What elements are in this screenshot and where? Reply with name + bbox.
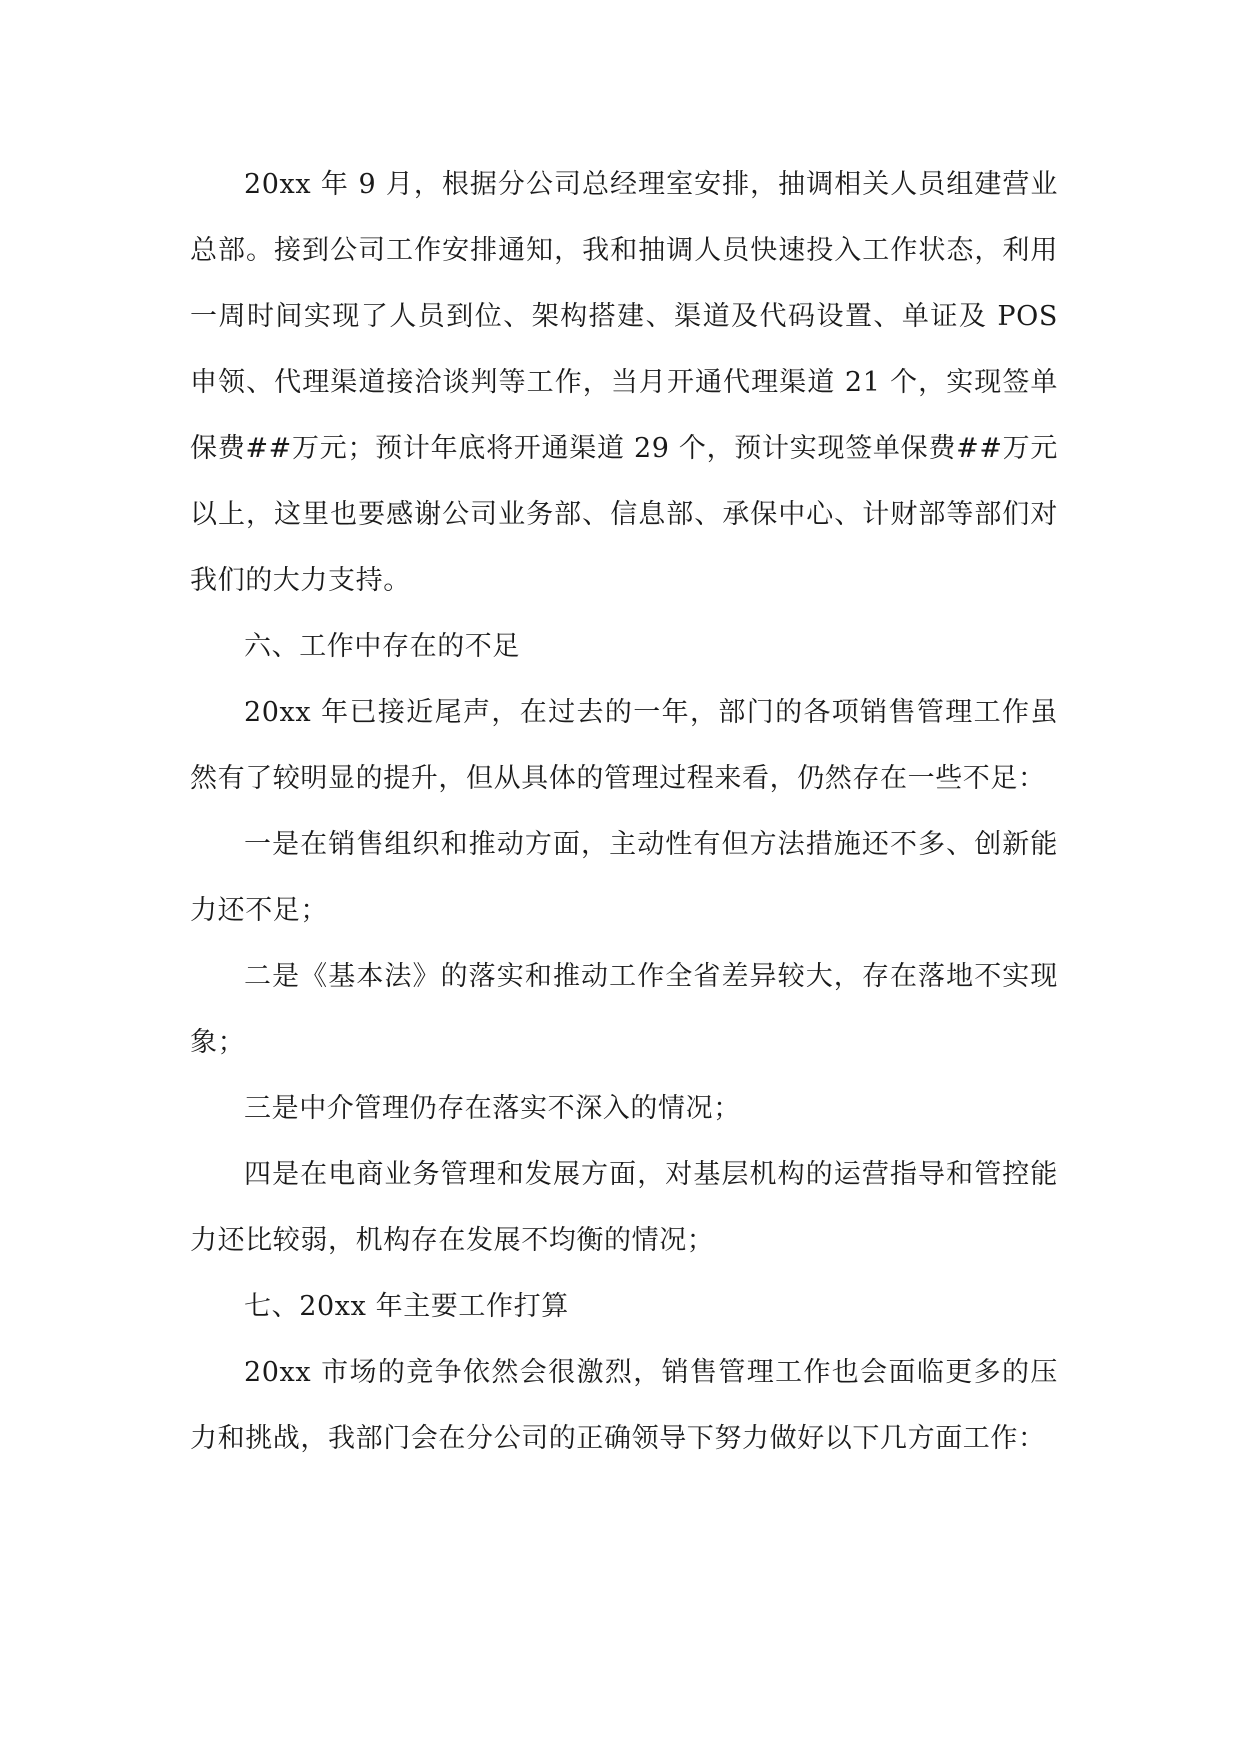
paragraph-shortcoming-4: 四是在电商业务管理和发展方面，对基层机构的运营指导和管控能力还比较弱，机构存在发展不均衡的情况； [190,1159,1058,1256]
document-body [190,152,1058,1472]
paragraph-shortcoming-1: 一是在销售组织和推动方面，主动性有但方法措施还不多、创新能力还不足； [190,829,1058,926]
paragraph-sales-headquarters: 20xx 年 9 月，根据分公司总经理室安排，抽调相关人员组建营业总部。接到公司工作安排通知，我和抽调人员快速投入工作状态，利用一周时间实现了人员到位、架构搭建、渠道及代码设置、单证及 POS 申领、代理渠道接洽谈判等工作，当月开通代理渠道 21 个，实现签单保费##万元；预计年底将开通渠道 29 个，预计实现签单保费##万元以上，这里也要感谢公司业务部、信息部、承保中心、计财部等部们对我们的大力支持。 [190,169,1058,596]
paragraph-work-plan-intro: 20xx 市场的竞争依然会很激烈，销售管理工作也会面临更多的压力和挑战，我部门会在分公司的正确领导下努力做好以下几方面工作： [190,1357,1058,1454]
section-heading-shortcomings: 六、工作中存在的不足 [244,631,520,662]
section-heading-work-plan: 七、20xx 年主要工作打算 [244,1291,569,1322]
paragraph-shortcoming-2: 二是《基本法》的落实和推动工作全省差异较大，存在落地不实现象； [190,961,1058,1058]
paragraph-shortcomings-intro: 20xx 年已接近尾声，在过去的一年，部门的各项销售管理工作虽然有了较明显的提升，但从具体的管理过程来看，仍然存在一些不足： [190,697,1058,794]
paragraph-shortcoming-3: 三是中介管理仍存在落实不深入的情况； [244,1093,741,1124]
